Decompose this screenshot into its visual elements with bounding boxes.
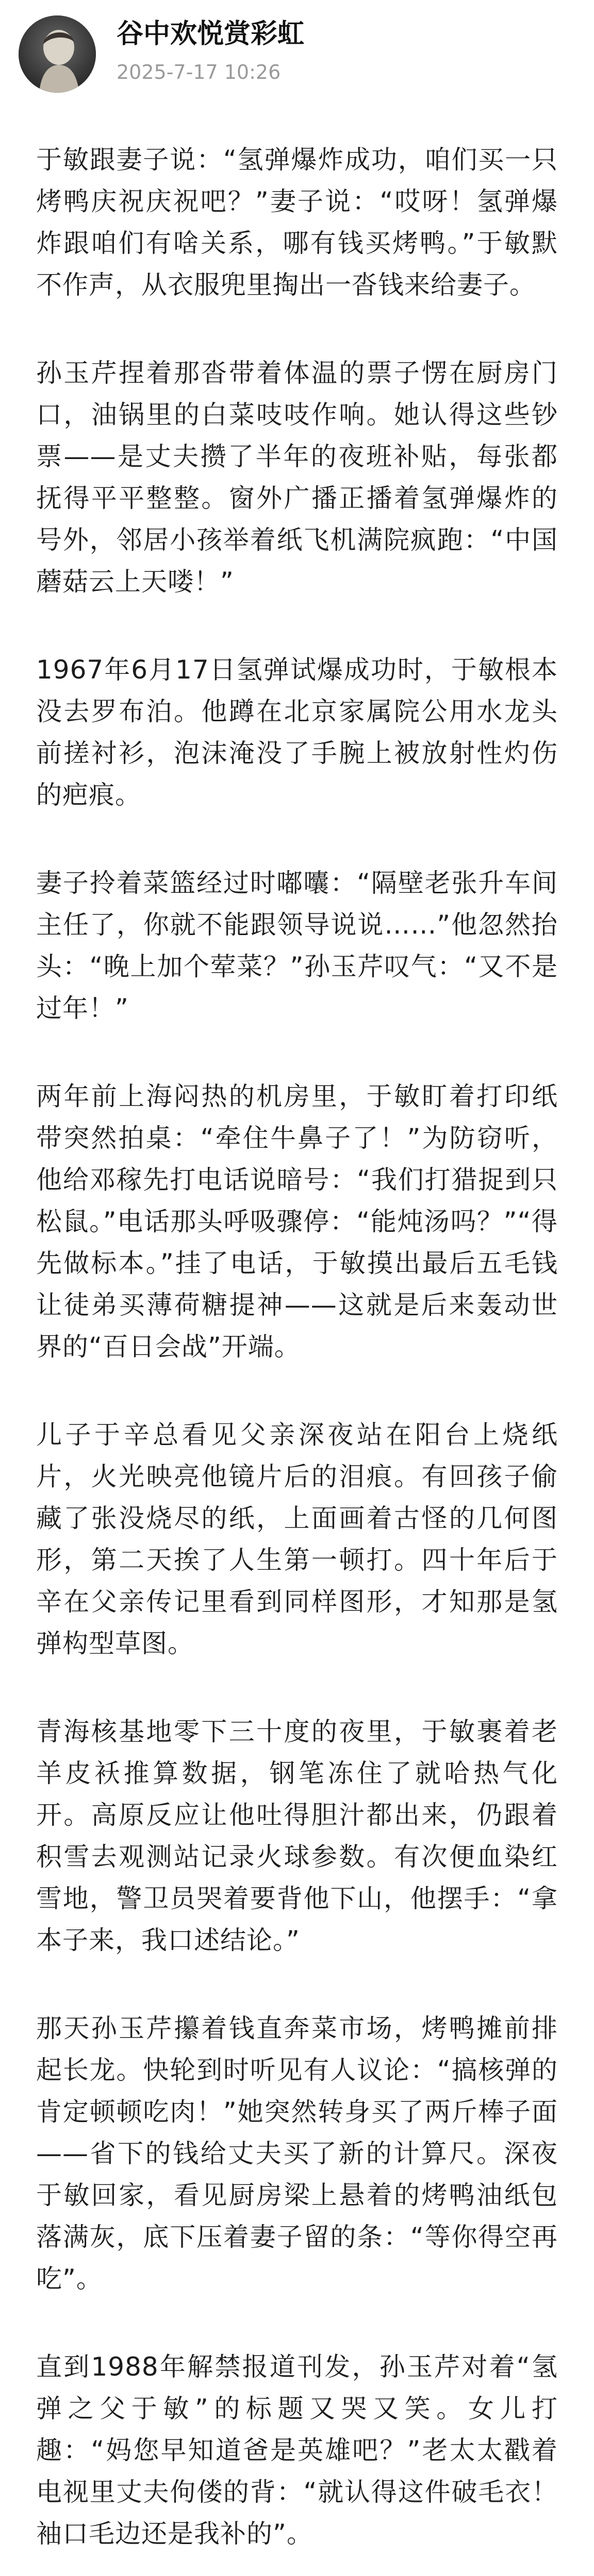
avatar-image bbox=[19, 15, 96, 93]
post-header bbox=[0, 0, 594, 111]
paragraph: 于敏跟妻子说：“氢弹爆炸成功，咱们买一只烤鸭庆祝庆祝吧？”妻子说：“哎呀！氢弹爆炸跟咱们有啥关系，哪有钱买烤鸭。”于敏默不作声，从衣服兜里掏出一沓钱来给妻子。 bbox=[36, 145, 558, 300]
paragraph: 那天孙玉芹攥着钱直奔菜市场，烤鸭摊前排起长龙。快轮到时听见有人议论：“搞核弹的肯定顿顿吃肉！”她突然转身买了两斤棒子面——省下的钱给丈夫买了新的计算尺。深夜于敏回家，看见厨房梁上悬着的烤鸭油纸包落满灰，底下压着妻子留的条：“等你得空再吃”。 bbox=[36, 2013, 558, 2294]
paragraph: 直到1988年解禁报道刊发，孙玉芹对着“氢弹之父于敏”的标题又哭又笑。女儿打趣：“妈您早知道爸是英雄吧？”老太太戳着电视里丈夫佝偻的背：“就认得这件破毛衣！袖口毛边还是我补的”。 bbox=[36, 2352, 558, 2549]
paragraph: 妻子拎着菜篮经过时嘟囔：“隔壁老张升车间主任了，你就不能跟领导说说……”他忽然抬头：“晚上加个荤菜？”孙玉芹叹气：“又不是过年！” bbox=[36, 868, 558, 1023]
author-name[interactable]: 谷中欢悦赏彩虹 bbox=[117, 19, 305, 49]
paragraph: 孙玉芹捏着那沓带着体温的票子愣在厨房门口，油锅里的白菜吱吱作响。她认得这些钞票——是丈夫攒了半年的夜班补贴，每张都抚得平平整整。窗外广播正播着氢弹爆炸的号外，邻居小孩举着纸飞机满院疯跑：“中国蘑菇云上天喽！” bbox=[36, 358, 558, 597]
paragraph: 青海核基地零下三十度的夜里，于敏裹着老羊皮袄推算数据，钢笔冻住了就哈热气化开。高原反应让他吐得胆汁都出来，仍跟着积雪去观测站记录火球参数。有次便血染红雪地，警卫员哭着要背他下山，他摆手：“拿本子来，我口述结论。” bbox=[36, 1717, 558, 1955]
paragraph: 1967年6月17日氢弹试爆成功时，于敏根本没去罗布泊。他蹲在北京家属院公用水龙头前搓衬衫，泡沫淹没了手腕上被放射性灼伤的疤痕。 bbox=[36, 655, 558, 810]
post-timestamp: 2025-7-17 10:26 bbox=[117, 61, 281, 83]
article-body bbox=[36, 139, 558, 2576]
author-avatar[interactable] bbox=[19, 15, 96, 93]
paragraph: 儿子于辛总看见父亲深夜站在阳台上烧纸片，火光映亮他镜片后的泪痕。有回孩子偷藏了张没烧尽的纸，上面画着古怪的几何图形，第二天挨了人生第一顿打。四十年后于辛在父亲传记里看到同样图形，才知那是氢弹构型草图。 bbox=[36, 1420, 558, 1658]
paragraph: 两年前上海闷热的机房里，于敏盯着打印纸带突然拍桌：“牵住牛鼻子了！”为防窃听，他给邓稼先打电话说暗号：“我们打猎捉到只松鼠。”电话那头呼吸骤停：“能炖汤吗？”“得先做标本。”挂了电话，于敏摸出最后五毛钱让徒弟买薄荷糖提神——这就是后来轰动世界的“百日会战”开端。 bbox=[36, 1081, 558, 1362]
